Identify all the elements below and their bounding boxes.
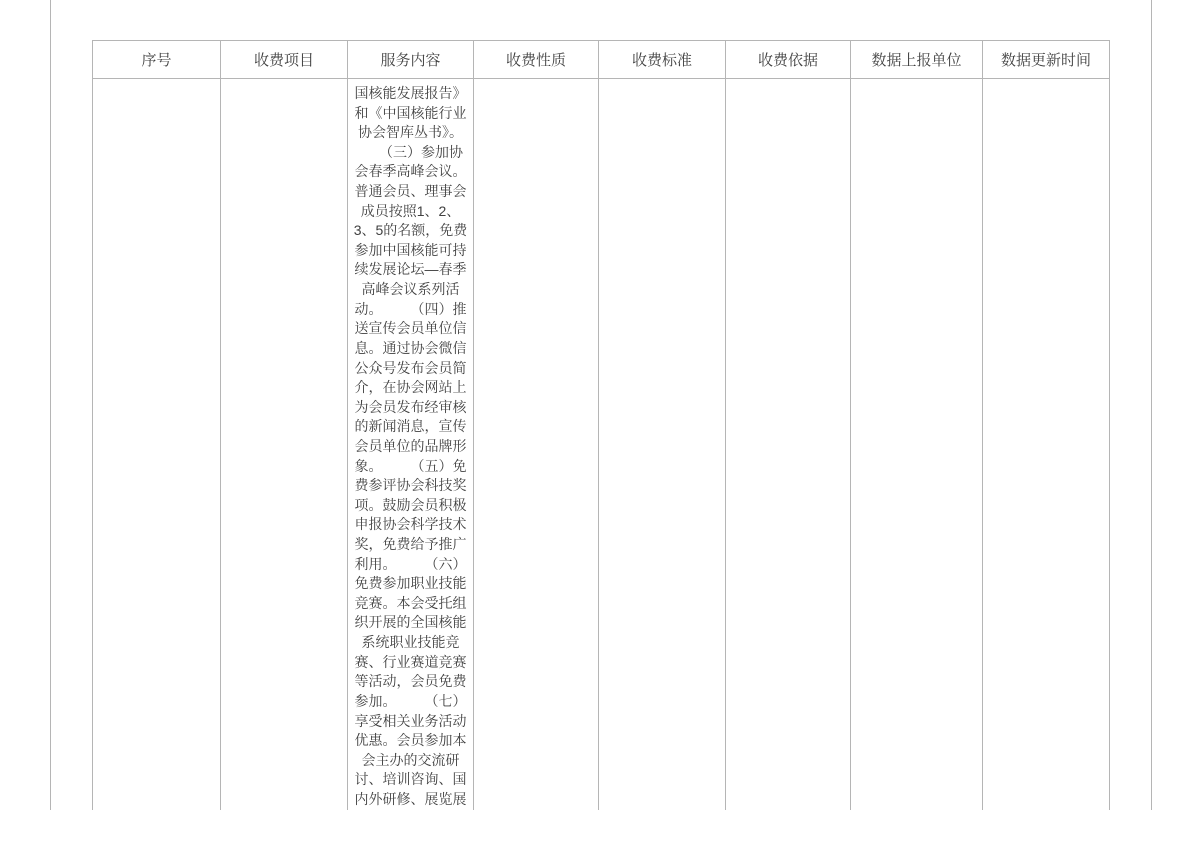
service-content-line: 奖，免费给予推广 <box>354 536 467 553</box>
service-content-line: 会主办的交流研 <box>361 751 460 768</box>
service-content-line: 协会智库丛书》。 <box>358 124 463 141</box>
service-content-line: 3、5的名额，免费 <box>353 222 468 239</box>
header-cell-service-content: 服务内容 <box>347 41 473 78</box>
header-cell-serial: 序号 <box>92 41 220 78</box>
service-content-line: 优惠。会员参加本 <box>354 732 467 749</box>
header-cell-fee-item: 收费项目 <box>220 41 347 78</box>
header-cell-fee-basis: 收费依据 <box>725 41 850 78</box>
body-cell-fee-standard <box>598 79 725 810</box>
body-cell-fee-nature <box>473 79 598 810</box>
header-cell-fee-nature: 收费性质 <box>473 41 598 78</box>
body-cell-update-time <box>982 79 1110 810</box>
service-content-line: 参加中国核能可持 <box>354 241 467 258</box>
service-content-line: 赛、行业赛道竞赛 <box>354 653 467 670</box>
header-cell-reporting-unit: 数据上报单位 <box>850 41 982 78</box>
service-content-line: 利用。 （六） <box>354 555 467 572</box>
service-content-line: 息。通过协会微信 <box>354 339 467 356</box>
service-content-line: 国核能发展报告》 <box>354 85 467 101</box>
service-content-line: 竞赛。本会受托组 <box>354 594 467 611</box>
service-content-line: 内外研修、展览展 <box>354 790 467 807</box>
service-content-line: 介，在协会网站上 <box>354 379 467 396</box>
outer-table-border-right <box>1151 0 1152 810</box>
body-cell-service-content <box>347 79 473 810</box>
header-cell-fee-standard: 收费标准 <box>598 41 725 78</box>
service-content-line: 高峰会议系列活 <box>361 281 460 298</box>
service-content-line: 会春季高峰会议。 <box>354 163 467 180</box>
service-content-line: 的新闻消息，宣传 <box>354 418 467 435</box>
body-cell-fee-item <box>220 79 347 810</box>
service-content-line: 会员单位的品牌形 <box>354 437 467 454</box>
service-content-line: 参加。 （七） <box>354 692 467 709</box>
service-content-line: 送宣传会员单位信 <box>354 320 467 337</box>
service-content-line: 公众号发布会员简 <box>354 359 467 376</box>
service-content-line: 免费参加职业技能 <box>354 575 467 592</box>
service-content-line: 费参评协会科技奖 <box>354 477 467 494</box>
fee-schedule-table <box>92 40 1110 810</box>
service-content-line: 象。 （五）免 <box>354 457 467 474</box>
table-body-row <box>92 79 1110 810</box>
service-content-line: 等活动，会员免费 <box>354 673 467 690</box>
service-content-line: 为会员发布经审核 <box>354 398 467 415</box>
service-content-line: 讨、培训咨询、国 <box>354 771 467 788</box>
service-content-line: 织开展的全国核能 <box>354 614 467 631</box>
service-content-line: （三）参加协 <box>358 143 463 160</box>
body-cell-reporting-unit <box>850 79 982 810</box>
service-content-line: 成员按照1、2、 <box>360 202 461 219</box>
service-content-line: 和《中国核能行业 <box>354 104 467 121</box>
body-cell-serial <box>92 79 220 810</box>
service-content-line: 动。 （四）推 <box>354 300 467 317</box>
service-content-line: 申报协会科学技术 <box>354 516 467 533</box>
service-content-line: 享受相关业务活动 <box>354 712 467 729</box>
body-cell-fee-basis <box>725 79 850 810</box>
service-content-line: 系统职业技能竞 <box>361 634 460 651</box>
header-cell-update-time: 数据更新时间 <box>982 41 1110 78</box>
service-content-line: 续发展论坛—春季 <box>354 261 467 278</box>
table-header-row <box>92 40 1110 79</box>
service-content-line: 项。鼓励会员积极 <box>354 496 467 513</box>
service-content-line: 普通会员、理事会 <box>354 183 467 200</box>
outer-table-border-left <box>50 0 51 810</box>
